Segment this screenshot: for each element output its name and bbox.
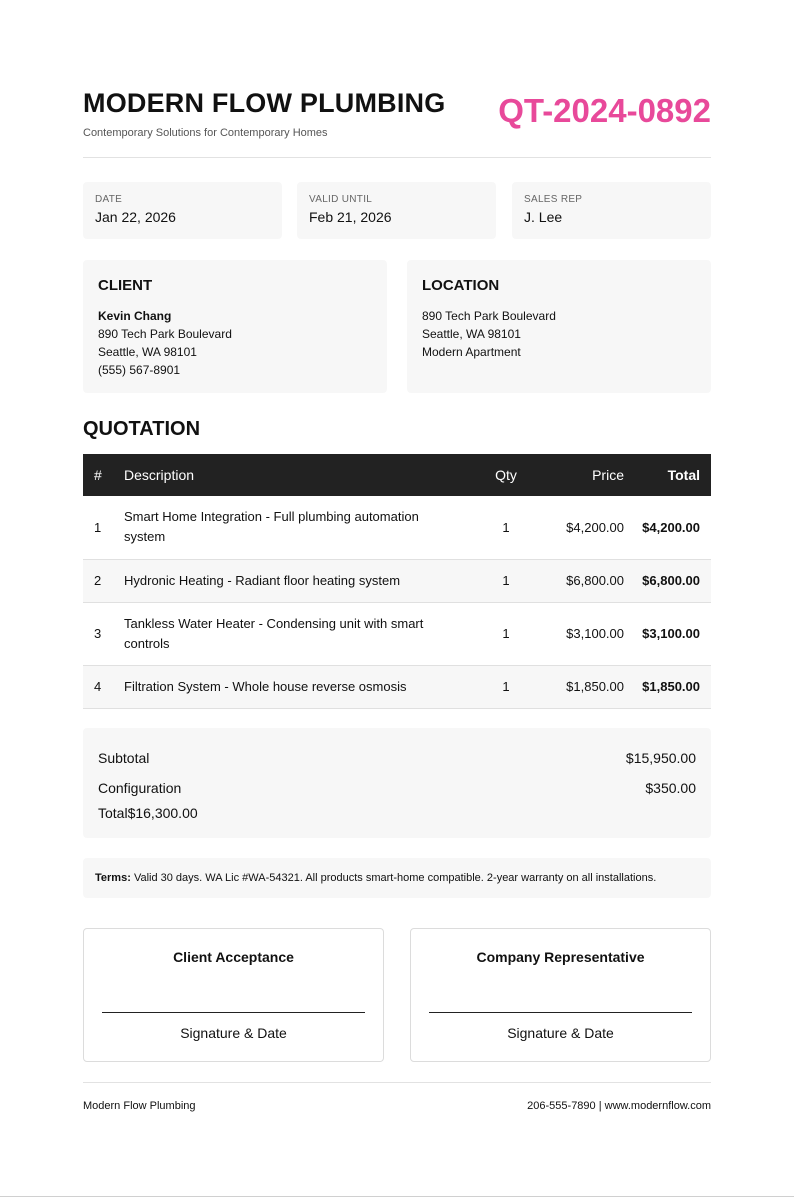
item-description: Hydronic Heating - Radiant floor heating system (112, 559, 479, 602)
item-qty: 1 (479, 559, 533, 602)
item-number: 1 (83, 496, 112, 559)
item-description: Tankless Water Heater - Condensing unit with smart controls (112, 602, 479, 665)
item-qty: 1 (479, 602, 533, 665)
quotation-table (83, 454, 711, 709)
location-type: Modern Apartment (422, 345, 521, 359)
item-total: $6,800.00 (624, 559, 711, 602)
signature-line (429, 1012, 692, 1013)
item-number: 2 (83, 559, 112, 602)
client-address-line1: 890 Tech Park Boulevard (98, 327, 232, 341)
item-price: $4,200.00 (533, 496, 624, 559)
company-name: MODERN FLOW PLUMBING (83, 88, 446, 118)
grand-total-label: Total (98, 805, 128, 821)
column-header-price: Price (533, 454, 624, 496)
item-total: $4,200.00 (624, 496, 711, 559)
footer-contact: 206-555-7890 | www.modernflow.com (527, 1100, 711, 1112)
signature-line (102, 1012, 365, 1013)
meta-label: DATE (95, 194, 123, 205)
table-row (83, 496, 711, 559)
quotation-title: QUOTATION (83, 418, 201, 440)
meta-label: VALID UNTIL (309, 194, 373, 205)
meta-value: J. Lee (524, 209, 563, 225)
column-header-number: # (83, 454, 112, 496)
meta-value: Feb 21, 2026 (309, 209, 392, 225)
client-address-line2: Seattle, WA 98101 (98, 345, 197, 359)
location-card (407, 260, 711, 393)
signature-caption: Signature & Date (180, 1025, 287, 1041)
client-name: Kevin Chang (98, 309, 172, 323)
terms-box (83, 858, 711, 898)
terms-text: Valid 30 days. WA Lic #WA-54321. All products smart-home compatible. 2-year warranty on all installations. (133, 872, 657, 884)
item-price: $3,100.00 (533, 602, 624, 665)
totals-panel (83, 728, 711, 838)
item-total: $3,100.00 (624, 602, 711, 665)
grand-total-value: $16,300.00 (127, 805, 198, 821)
document-header (83, 88, 711, 158)
meta-card-date (83, 182, 282, 239)
configuration-value: $350.00 (645, 780, 696, 796)
client-signature-title: Client Acceptance (173, 949, 294, 965)
signature-caption: Signature & Date (507, 1025, 614, 1041)
footer-company: Modern Flow Plumbing (83, 1100, 196, 1112)
client-card (83, 260, 387, 393)
column-header-description: Description (112, 454, 479, 496)
item-price: $1,850.00 (533, 665, 624, 708)
item-qty: 1 (479, 665, 533, 708)
item-qty: 1 (479, 496, 533, 559)
item-description: Filtration System - Whole house reverse osmosis (112, 665, 479, 708)
subtotal-value: $15,950.00 (625, 750, 696, 766)
configuration-row (98, 780, 696, 796)
location-address-line2: Seattle, WA 98101 (422, 327, 521, 341)
item-description: Smart Home Integration - Full plumbing automation system (112, 496, 479, 559)
table-row (83, 665, 711, 708)
subtotal-label: Subtotal (98, 750, 150, 766)
location-address-line1: 890 Tech Park Boulevard (422, 309, 556, 323)
item-price: $6,800.00 (533, 559, 624, 602)
item-total: $1,850.00 (624, 665, 711, 708)
client-phone: (555) 567-8901 (98, 363, 181, 377)
grand-total-row (98, 805, 198, 821)
item-number: 3 (83, 602, 112, 665)
meta-label: SALES REP (524, 194, 583, 205)
item-number: 4 (83, 665, 112, 708)
table-row (83, 559, 711, 602)
meta-card-sales-rep (512, 182, 711, 239)
column-header-qty: Qty (479, 454, 533, 496)
company-signature-box (410, 928, 711, 1062)
terms-label: Terms: (95, 872, 131, 884)
quote-number: QT-2024-0892 (498, 92, 711, 129)
client-signature-box (83, 928, 384, 1062)
client-title: CLIENT (98, 277, 153, 294)
meta-card-valid-until (297, 182, 496, 239)
location-title: LOCATION (422, 277, 500, 294)
document-footer (83, 1082, 711, 1122)
table-row (83, 602, 711, 665)
company-signature-title: Company Representative (476, 949, 645, 965)
subtotal-row (98, 750, 696, 766)
company-tagline: Contemporary Solutions for Contemporary Homes (83, 127, 328, 139)
page-bottom-edge (0, 1196, 794, 1197)
configuration-label: Configuration (98, 780, 182, 796)
meta-value: Jan 22, 2026 (95, 209, 176, 225)
column-header-total: Total (624, 454, 711, 496)
table-header-row (83, 454, 711, 496)
